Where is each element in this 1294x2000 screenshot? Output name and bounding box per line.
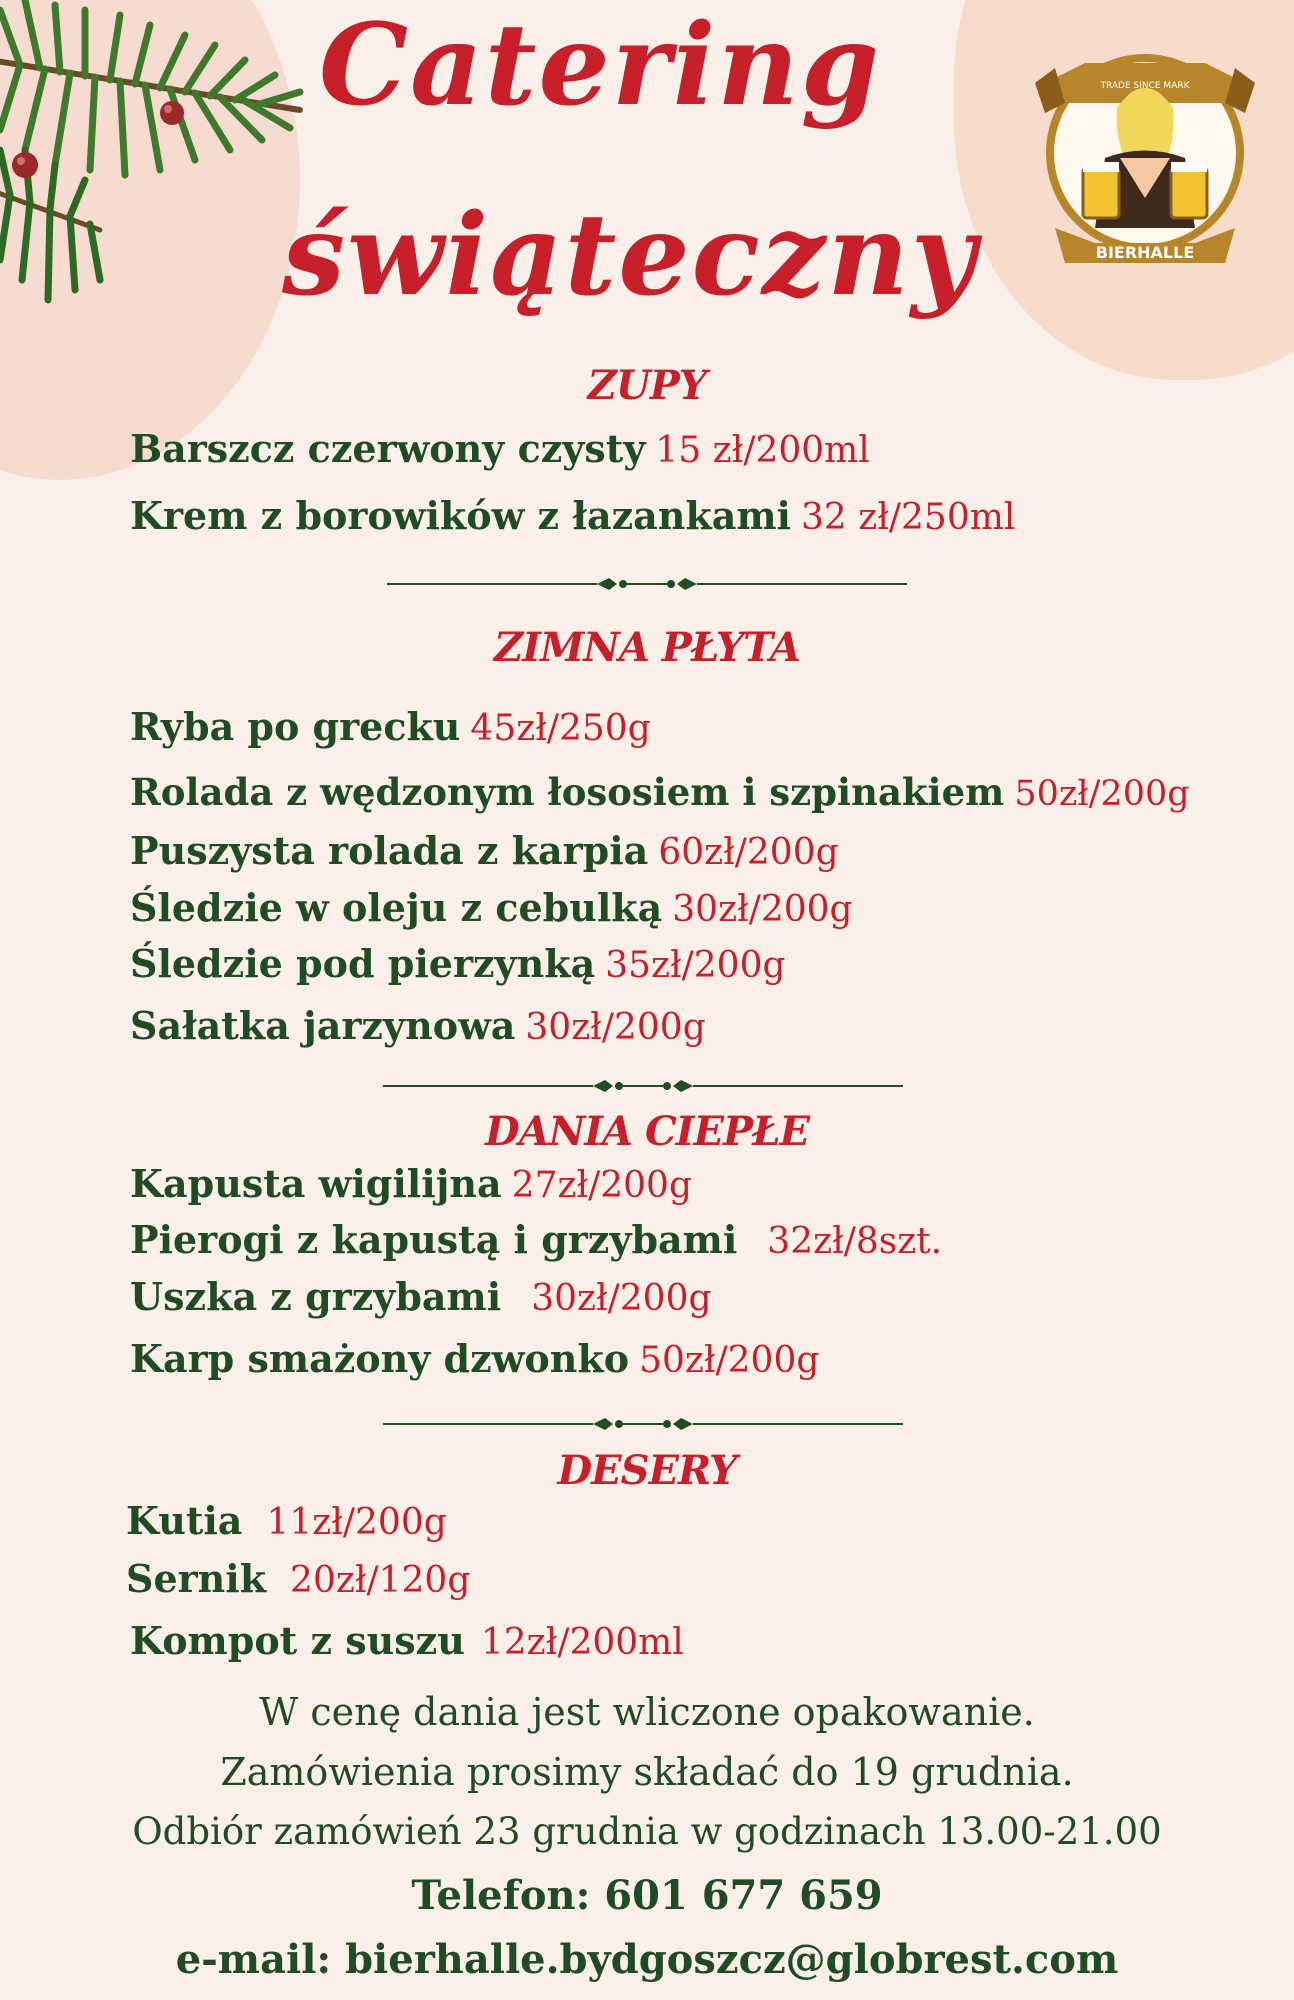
menu-item-name: Rolada z wędzonym łososiem i szpinakiem [130,770,1005,814]
ornament-divider [383,1414,903,1434]
page-title-line2: świąteczny [282,190,978,321]
menu-item-price: 32zł/8szt. [767,1221,943,1262]
menu-item-price: 50zł/200g [1014,774,1190,814]
logo-bottom-text: BIERHALLE [1095,243,1195,262]
menu-item-price: 30zł/200g [672,889,853,930]
menu-item-price: 50zł/200g [639,1340,820,1381]
menu-item-price: 30zł/200g [525,1007,706,1048]
menu-item-name: Sernik [126,1556,267,1601]
menu-item [130,428,870,471]
section-title-dania-cieple: DANIA CIEPŁE [485,1108,809,1155]
menu-item [130,1005,706,1048]
menu-item-name: Ryba po grecku [130,704,461,749]
menu-item-name: Kapusta wigilijna [130,1161,502,1206]
info-note-pickup: Odbiór zamówień 23 grudnia w godzinach 13.00-21.00 [132,1810,1162,1853]
menu-item-price: 15 zł/200ml [655,430,870,471]
menu-item-name: Uszka z grzybami [130,1274,502,1319]
menu-item [130,706,651,749]
logo-top-text: TRADE SINCE MARK [1100,81,1190,91]
menu-item [130,772,1190,814]
menu-item-name: Śledzie pod pierzynką [130,941,596,986]
menu-item [130,1620,684,1663]
menu-item [130,1163,692,1206]
menu-item-price: 12zł/200ml [480,1622,684,1663]
menu-item [126,1500,447,1543]
menu-item [130,887,853,930]
menu-item-name: Krem z borowików z łazankami [130,493,791,538]
bierhalle-logo [1025,28,1265,288]
menu-item-name: Kompot z suszu [130,1618,465,1663]
info-note-order-deadline: Zamówienia prosimy składać do 19 grudnia. [220,1750,1074,1794]
menu-item [130,830,839,873]
menu-item [130,943,786,986]
menu-item [130,1276,712,1319]
menu-item-name: Barszcz czerwony czysty [130,426,646,471]
menu-item-price: 27zł/200g [511,1165,693,1206]
menu-item-name: Karp smażony dzwonko [130,1336,630,1381]
menu-item-price: 20zł/120g [290,1560,471,1601]
menu-item-name: Pierogi z kapustą i grzybami [130,1217,738,1262]
menu-item [130,1338,819,1381]
section-title-zupy: ZUPY [587,362,707,409]
menu-item-price: 45zł/250g [470,708,651,749]
menu-item-name: Śledzie w oleju z cebulką [130,885,663,930]
menu-item-price: 30zł/200g [531,1278,712,1319]
menu-item-name: Sałatka jarzynowa [130,1003,516,1048]
menu-item-name: Puszysta rolada z karpia [130,828,649,873]
menu-item [130,495,1015,538]
contact-phone[interactable]: Telefon: 601 677 659 [411,1872,883,1919]
info-note-packaging: W cenę dania jest wliczone opakowanie. [259,1690,1035,1734]
section-title-desery: DESERY [557,1447,737,1494]
page-title-line1: Catering [319,0,881,131]
menu-item-price: 60zł/200g [658,832,839,873]
menu-item-price: 35zł/200g [605,945,786,986]
ornament-divider [387,574,907,594]
menu-item-name: Kutia [126,1498,243,1543]
section-title-zimna-plyta: ZIMNA PŁYTA [494,624,800,671]
contact-email[interactable]: e-mail: bierhalle.bydgoszcz@globrest.com [175,1936,1119,1983]
ornament-divider [383,1076,903,1096]
menu-item-price: 32 zł/250ml [801,497,1016,538]
menu-item [130,1219,942,1262]
menu-item [126,1558,470,1601]
menu-item-price: 11zł/200g [266,1502,447,1543]
